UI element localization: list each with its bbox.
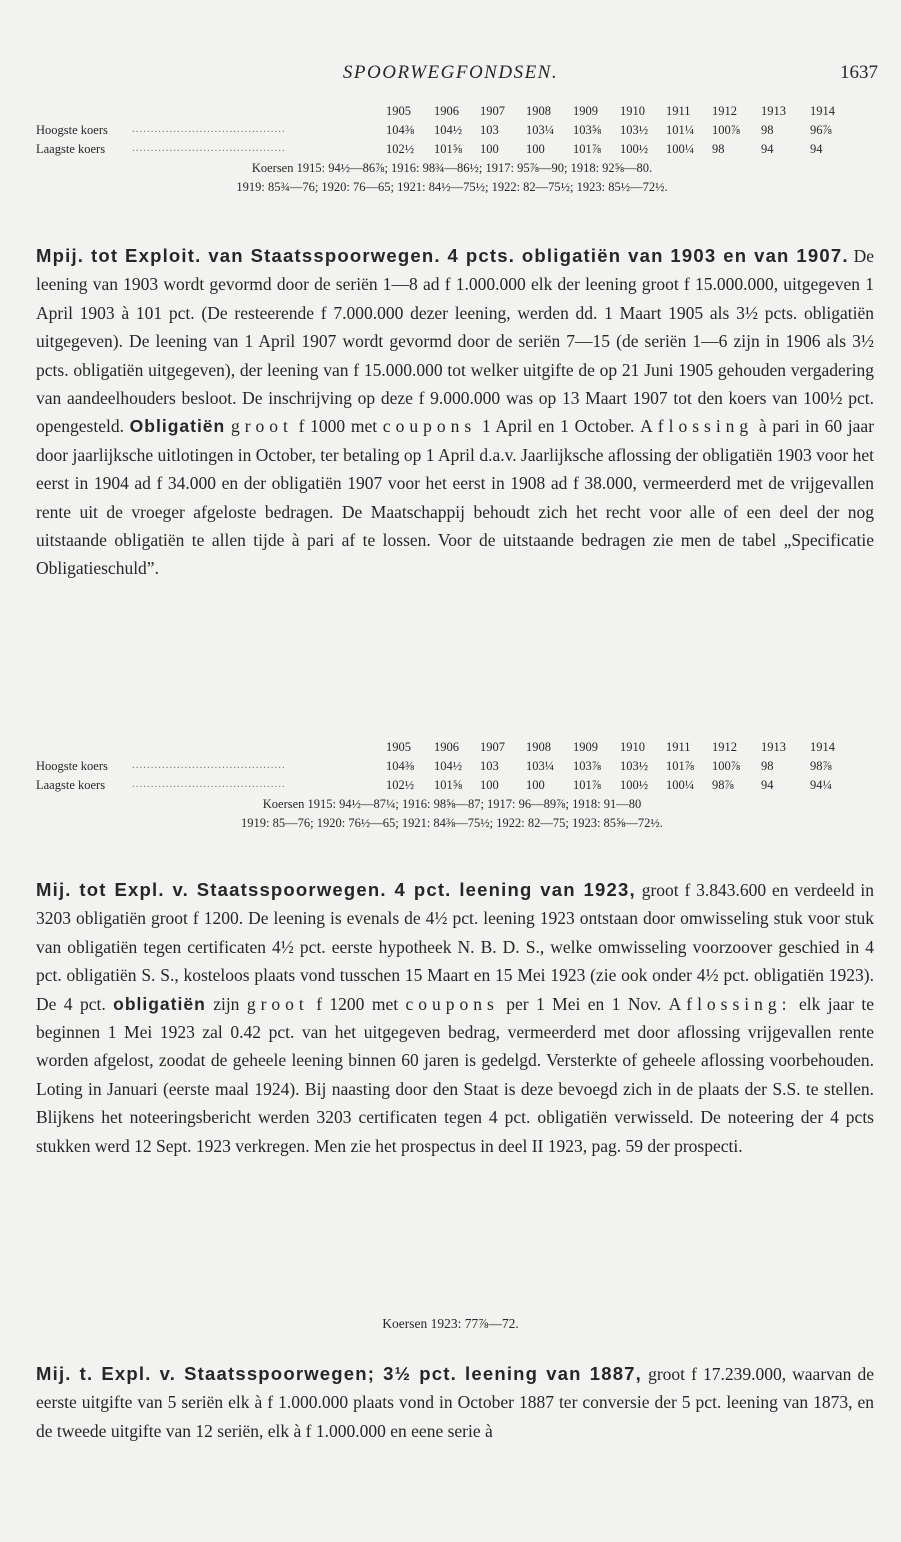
value-cell: 103⅝	[573, 123, 602, 137]
year-cell: 1908	[526, 104, 551, 118]
year-cell: 1906	[434, 740, 459, 754]
year-cell: 1912	[712, 740, 737, 754]
year-cell: 1909	[573, 104, 598, 118]
leader-dots: .........................................	[132, 123, 286, 135]
running-title: SPOORWEGFONDSEN.	[342, 62, 559, 83]
value-cell: 101⅞	[573, 778, 602, 792]
value-cell: 101⅞	[573, 142, 602, 156]
value-cell: 104½	[434, 759, 463, 773]
row-label: Laagste koers	[36, 142, 106, 156]
article-heading: Mij. tot Expl. v. Staatsspoorwegen. 4 pct. leening van 1923,	[36, 879, 636, 900]
year-cell: 1913	[761, 740, 786, 754]
article-leening-1887	[36, 1360, 874, 1445]
article-text: f 1000 met	[292, 416, 383, 437]
article-text: groot f 17.239.000, waarvan de eerste uitgifte van 5 seriën elk à f 1.000.000 plaats vond in October 1887 ter conversie der 5 pct. leening van 1873, en de tweede uitgifte van 12 seriën, elk à f 1.000.000 en eene serie à	[36, 1364, 874, 1441]
spaced-aflossing: Aflossing	[640, 416, 754, 437]
spaced-groot: groot	[230, 416, 293, 437]
koersen-note: Koersen 1915: 94½—87¼; 1916: 98⅝—87; 1917: 96—89⅞; 1918: 91—80	[262, 797, 642, 811]
year-cell: 1910	[620, 740, 645, 754]
article-text: De leening van 1903 wordt gevormd door de seriën 1—8 ad f 1.000.000 elk der leening groot f 15.000.000, uitgegeven 1 April 1903 à 101 pct. (De resteerende f 7.000.000 dezer leening, werden dd. 1 Maart 1905 als 3½ pcts. obligatiën uitgegeven). De leening van 1 April 1907 wordt gevormd door de seriën 7—15 (de seriën 1—6 zijn in 1906 als 3½ pcts. obligatiën uitgegeven), der leening van f 15.000.000 tot welker uitgifte de op 21 Juni 1905 gehouden vergadering van aandeelhouders besloot. De inschrijving op deze f 9.000.000 was op 13 Maart 1907 tot den koers van 100½ pct. opengesteld.	[36, 246, 874, 437]
value-cell: 101¼	[666, 123, 695, 137]
row-label: Hoogste koers	[36, 123, 108, 137]
year-cell: 1905	[386, 740, 411, 754]
page-header	[0, 62, 901, 86]
year-cell: 1907	[480, 740, 505, 754]
value-cell: 98	[761, 759, 774, 773]
value-cell: 101⅞	[666, 759, 695, 773]
value-cell: 100	[526, 142, 545, 156]
article-leening-1923	[36, 876, 874, 1160]
article-text: groot f 3.843.600 en verdeeld in 3203 obligatiën groot f 1200. De leening is evenals de 4½ pct. leening 1923 ontstaan door omwisseling stuk voor stuk van obligatiën tegen certificaten 4½ pct. eerste hypotheek N. B. D. S., welke omwisseling voorzoover geschied in 4 pct. obligatiën S. S., kosteloos plaats vond tusschen 15 Maart en 15 Mei 1923 (zie ook onder 4½ pct. obligatiën 1923). De 4 pct.	[36, 880, 875, 1014]
article-obligatien-1903-1907	[36, 242, 874, 583]
article-text: elk jaar te beginnen 1 Mei 1923 zal 0.42 pct. van het uitgegeven bedrag, vermeerderd met door aflossing vrijgevallen rente worden afgelost, zoodat de geheele leening binnen 60 jaren is gedelgd. Versterkte of geheele aflossing voorbehouden. Loting in Januari (eerste maal 1924). Bij naasting door den Staat is deze bevoegd zich in de plaats der S.S. te stellen. Blijkens het noteeringsbericht werden 3203 certificaten tegen 4 pct. obligatiën verwisseld. De noteering der 4 pcts stukken werd 12 Sept. 1923 verkregen. Men zie het prospectus in deel II 1923, pag. 59 der prospecti.	[36, 993, 874, 1156]
value-cell: 98	[761, 123, 774, 137]
value-cell: 98	[712, 142, 725, 156]
koersen-note: 1919: 85—76; 1920: 76½—65; 1921: 84⅜—75½; 1922: 82—75; 1923: 85⅝—72½.	[241, 816, 663, 830]
value-cell: 103⅞	[573, 759, 602, 773]
article-text: per 1 Mei en 1 Nov.	[498, 993, 669, 1014]
value-cell: 100	[480, 778, 499, 792]
value-cell: 103½	[620, 123, 649, 137]
emphasis-obligatien: Obligatiën	[129, 416, 226, 437]
table-row	[36, 142, 868, 161]
value-cell: 103	[480, 123, 499, 137]
value-cell: 104½	[434, 123, 463, 137]
value-cell: 100½	[620, 778, 649, 792]
year-cell: 1910	[620, 104, 645, 118]
value-cell: 98⅞	[810, 759, 832, 773]
value-cell: 100½	[620, 142, 649, 156]
value-cell: 100¼	[666, 778, 695, 792]
value-cell: 94	[761, 142, 774, 156]
value-cell: 103¼	[526, 759, 555, 773]
article-text: f 1200 met	[308, 993, 406, 1014]
value-cell: 100⅞	[712, 759, 741, 773]
value-cell: 96⅞	[810, 123, 832, 137]
year-cell: 1911	[666, 104, 691, 118]
spaced-coupons: coupons	[382, 416, 477, 437]
price-table-1	[36, 104, 868, 199]
article-heading: Mpij. tot Exploit. van Staatsspoorwegen. 4 pcts. obligatiën van 1903 en van 1907.	[36, 245, 849, 266]
value-cell: 104⅜	[386, 123, 415, 137]
value-cell: 103	[480, 759, 499, 773]
article-text: zijn	[205, 993, 247, 1014]
article-text: à pari in 60 jaar door jaarlijksche uitlotingen in October, ter betaling op 1 April d.a.v. Jaarlijksche aflossing der obligatiën 1903 voor het eerst in 1904 ad f 34.000 en der obligatiën 1907 voor het eerst in 1908 ad f 38.000, vermeerderd met de vrijgevallen rente uit de vroeger afgeloste bedragen. De Maatschappij behoudt zich het recht voor alle of een deel der nog uitstaande obligatiën te allen tijde à pari af te lossen. Voor de uitstaande bedragen zie men de tabel „Specificatie Obligatieschuld”.	[36, 416, 875, 579]
koersen-note: 1919: 85¾—76; 1920: 76—65; 1921: 84½—75½; 1922: 82—75½; 1923: 85½—72½.	[236, 180, 668, 194]
value-cell: 94¼	[810, 778, 832, 792]
table-row	[36, 778, 868, 797]
year-cell: 1906	[434, 104, 459, 118]
year-cell: 1914	[810, 740, 835, 754]
value-cell: 100	[526, 778, 545, 792]
year-cell: 1914	[810, 104, 835, 118]
leader-dots: .........................................	[132, 759, 286, 771]
emphasis-obligatien: obligatiën	[113, 993, 206, 1014]
leader-dots: .........................................	[132, 778, 286, 790]
year-cell: 1912	[712, 104, 737, 118]
value-cell: 100	[480, 142, 499, 156]
price-table-2	[36, 740, 868, 835]
table-year-row	[36, 104, 868, 123]
year-cell: 1907	[480, 104, 505, 118]
page-number: 1637	[840, 62, 878, 83]
year-cell: 1913	[761, 104, 786, 118]
value-cell: 101⅝	[434, 778, 463, 792]
year-cell: 1905	[386, 104, 411, 118]
leader-dots: .........................................	[132, 142, 286, 154]
article-heading: Mij. t. Expl. v. Staatsspoorwegen; 3½ pct. leening van 1887,	[36, 1363, 643, 1384]
spaced-aflossing: Aflossing:	[668, 993, 792, 1014]
table-year-row	[36, 740, 868, 759]
value-cell: 102½	[386, 142, 415, 156]
table-row	[36, 123, 868, 142]
value-cell: 103½	[620, 759, 649, 773]
value-cell: 102½	[386, 778, 415, 792]
spaced-groot: groot	[246, 993, 309, 1014]
article-text: 1 April en 1 October.	[476, 416, 641, 437]
year-cell: 1908	[526, 740, 551, 754]
row-label: Laagste koers	[36, 778, 106, 792]
value-cell: 94	[810, 142, 823, 156]
value-cell: 104⅜	[386, 759, 415, 773]
value-cell: 94	[761, 778, 774, 792]
year-cell: 1911	[666, 740, 691, 754]
row-label: Hoogste koers	[36, 759, 108, 773]
spaced-coupons: coupons	[405, 993, 499, 1014]
value-cell: 100⅞	[712, 123, 741, 137]
year-cell: 1909	[573, 740, 598, 754]
value-cell: 103¼	[526, 123, 555, 137]
value-cell: 101⅝	[434, 142, 463, 156]
koersen-1923: Koersen 1923: 77⅞—72.	[382, 1316, 519, 1331]
koersen-note: Koersen 1915: 94½—86⅞; 1916: 98¾—86½; 1917: 95⅞—90; 1918: 92⅝—80.	[251, 161, 653, 175]
value-cell: 100¼	[666, 142, 695, 156]
value-cell: 98⅞	[712, 778, 734, 792]
table-row	[36, 759, 868, 778]
